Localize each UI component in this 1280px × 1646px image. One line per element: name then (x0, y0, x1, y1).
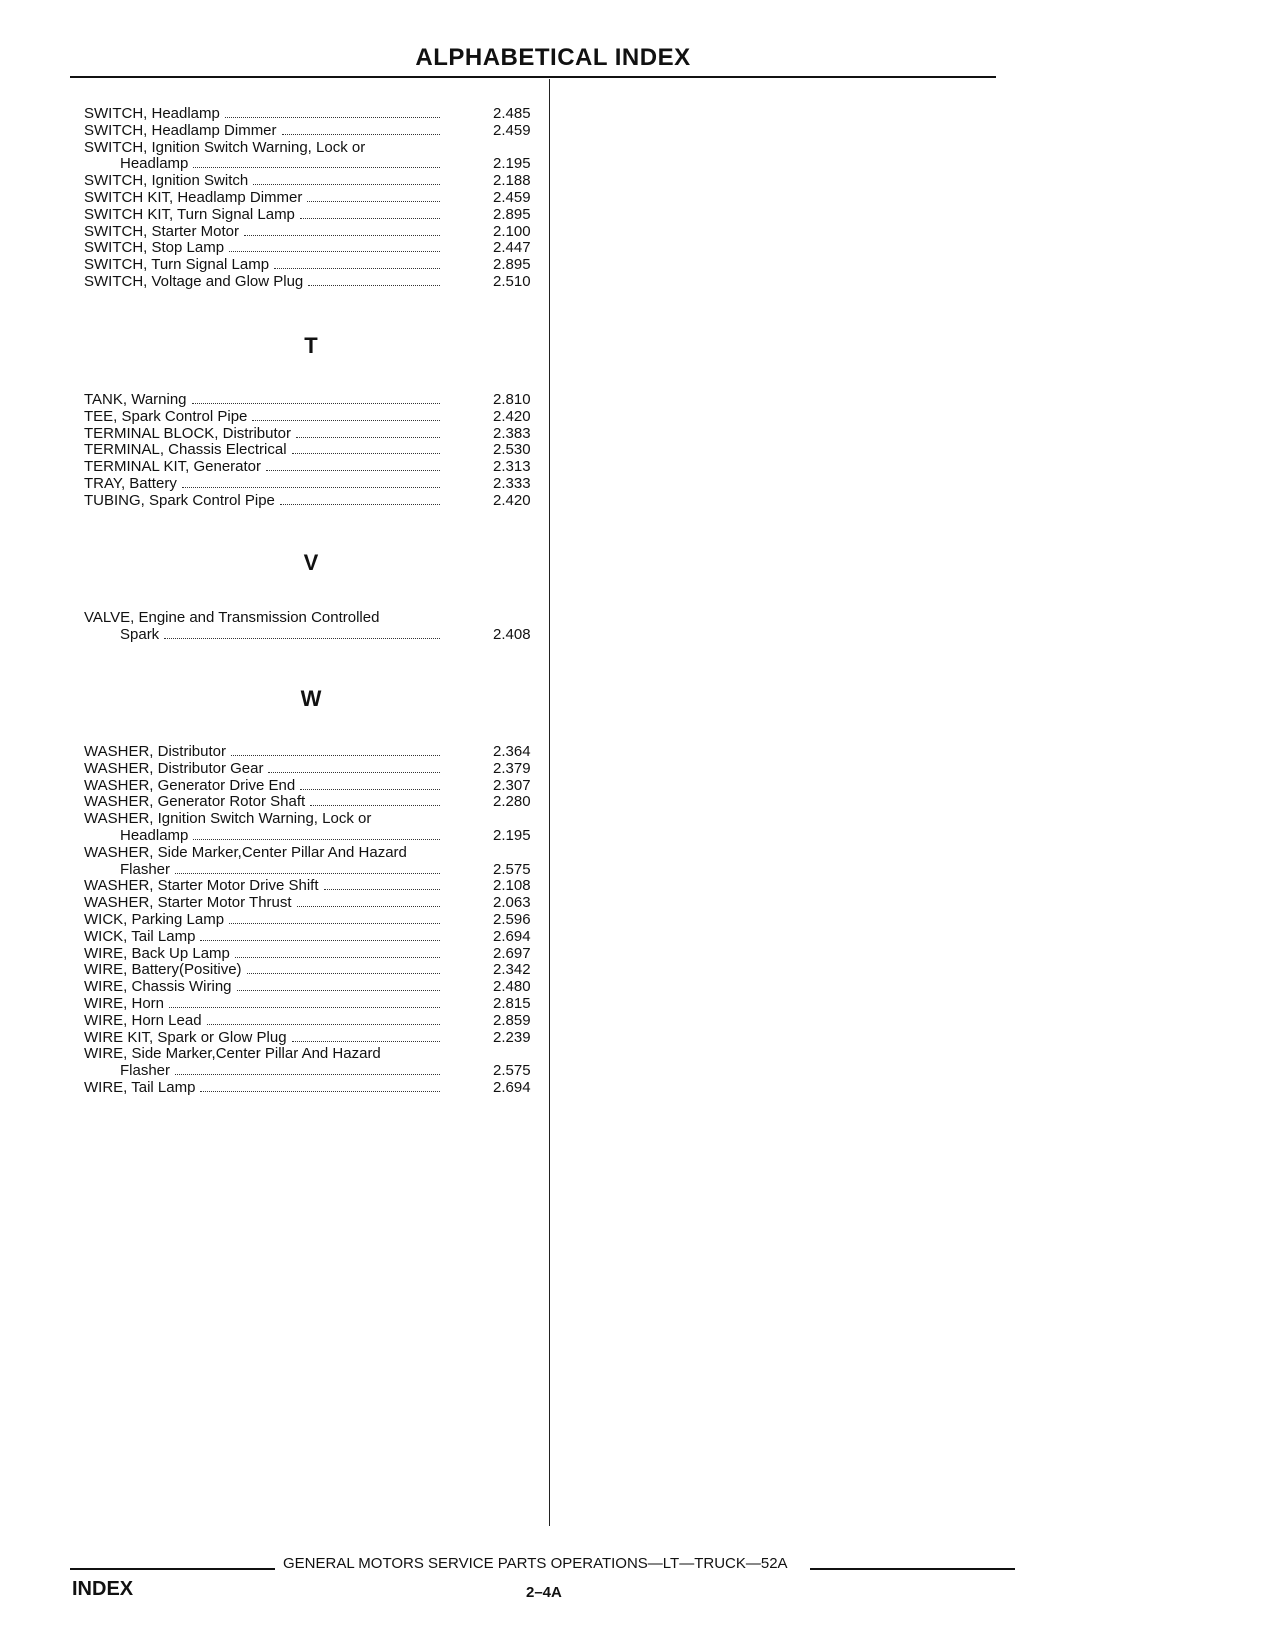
footer-rule-left (70, 1568, 275, 1570)
entry-page-ref: 2.694 (493, 927, 531, 945)
entry-page-ref: 2.575 (493, 1062, 531, 1080)
dot-leader (200, 940, 440, 941)
section-v (84, 610, 538, 644)
dot-leader (225, 117, 440, 118)
dot-leader (175, 873, 440, 874)
dot-leader (237, 990, 440, 991)
page-title: ALPHABETICAL INDEX (415, 44, 691, 71)
entry-label: TUBING, Spark Control Pipe (84, 491, 275, 509)
index-entry (84, 240, 538, 257)
entry-page-ref: 2.195 (493, 155, 531, 173)
dot-leader (292, 1041, 440, 1042)
entry-label: TERMINAL, Chassis Electrical (84, 441, 287, 459)
entry-label: VALVE, Engine and Transmission Controlled (84, 609, 380, 626)
index-entry (84, 156, 538, 173)
dot-leader (253, 184, 440, 185)
section-w (84, 744, 538, 1097)
entry-page-ref: 2.195 (493, 826, 531, 844)
entry-label: Flasher (120, 860, 171, 878)
dot-leader (244, 235, 440, 236)
index-entry (84, 1080, 538, 1097)
index-entry (84, 140, 538, 157)
entry-page-ref: 2.480 (493, 978, 531, 996)
dot-leader (282, 134, 440, 135)
entry-page-ref: 2.447 (493, 239, 531, 257)
entry-page-ref: 2.810 (493, 391, 531, 408)
index-entry (84, 996, 538, 1013)
index-entry (84, 106, 538, 123)
entry-label: WIRE, Side Marker,Center Pillar And Hazard (84, 1045, 381, 1063)
entry-page-ref: 2.342 (493, 961, 531, 979)
entry-label: Spark (120, 625, 160, 643)
dot-leader (164, 638, 440, 639)
entry-label: WIRE, Horn (84, 994, 165, 1012)
dot-leader (274, 268, 440, 269)
entry-label: SWITCH, Stop Lamp (84, 239, 225, 257)
dot-leader (310, 805, 440, 806)
entry-page-ref: 2.108 (493, 877, 531, 895)
index-entry (84, 811, 538, 828)
index-entry (84, 794, 538, 811)
index-entry (84, 778, 538, 795)
entry-label: WICK, Tail Lamp (84, 927, 196, 945)
entry-page-ref: 2.697 (493, 944, 531, 962)
section-letter-v: V (303, 550, 319, 575)
entry-label: WASHER, Distributor (84, 743, 226, 760)
dot-leader (266, 470, 440, 471)
index-entry (84, 862, 538, 879)
entry-label: SWITCH, Starter Motor (84, 222, 240, 240)
entry-page-ref: 2.596 (493, 910, 531, 928)
entry-label: WASHER, Distributor Gear (84, 759, 264, 777)
dot-leader (268, 772, 440, 773)
index-entry (84, 895, 538, 912)
dot-leader (200, 1091, 440, 1092)
index-entry (84, 1013, 538, 1030)
entry-label: WICK, Parking Lamp (84, 910, 225, 928)
entry-label: TANK, Warning (84, 391, 187, 408)
entry-label: TRAY, Battery (84, 474, 177, 492)
entry-label: TERMINAL KIT, Generator (84, 458, 261, 476)
section-letter-t: T (304, 333, 318, 358)
entry-page-ref: 2.188 (493, 172, 531, 190)
dot-leader (292, 453, 440, 454)
entry-page-ref: 2.420 (493, 491, 531, 509)
index-entry (84, 946, 538, 963)
entry-page-ref: 2.239 (493, 1028, 531, 1046)
entry-page-ref: 2.895 (493, 256, 531, 274)
entry-page-ref: 2.815 (493, 994, 531, 1012)
entry-label: SWITCH, Headlamp (84, 105, 220, 122)
index-entry (84, 828, 538, 845)
entry-label: WIRE, Horn Lead (84, 1011, 202, 1029)
index-entry (84, 627, 538, 644)
index-entry (84, 426, 538, 443)
entry-label: WASHER, Side Marker,Center Pillar And Hazard (84, 843, 407, 861)
dot-leader (300, 789, 440, 790)
index-entry (84, 476, 538, 493)
entry-label: WASHER, Starter Motor Thrust (84, 894, 292, 912)
entry-label: WIRE, Back Up Lamp (84, 944, 230, 962)
entry-page-ref: 2.307 (493, 776, 531, 794)
dot-leader (235, 957, 440, 958)
entry-page-ref: 2.485 (493, 105, 531, 122)
index-entry (84, 1063, 538, 1080)
index-entry (84, 845, 538, 862)
entry-label: SWITCH, Ignition Switch Warning, Lock or (84, 138, 366, 156)
entry-label: SWITCH, Ignition Switch (84, 172, 249, 190)
dot-leader (252, 420, 440, 421)
index-entry (84, 929, 538, 946)
entry-page-ref: 2.313 (493, 458, 531, 476)
index-entry (84, 257, 538, 274)
index-entry (84, 962, 538, 979)
entry-label: WIRE, Chassis Wiring (84, 978, 232, 996)
entry-page-ref: 2.100 (493, 222, 531, 240)
entry-page-ref: 2.333 (493, 474, 531, 492)
title-rule (70, 76, 996, 78)
dot-leader (229, 923, 440, 924)
entry-page-ref: 2.859 (493, 1011, 531, 1029)
entry-page-ref: 2.459 (493, 188, 531, 206)
dot-leader (182, 487, 440, 488)
index-entry (84, 1030, 538, 1047)
index-entry (84, 493, 538, 510)
entry-label: Headlamp (120, 155, 189, 173)
index-entry (84, 442, 538, 459)
index-entry (84, 610, 538, 627)
entry-label: WASHER, Starter Motor Drive Shift (84, 877, 319, 895)
entry-page-ref: 2.895 (493, 205, 531, 223)
footer-publication: GENERAL MOTORS SERVICE PARTS OPERATIONS—LT—TRUCK—52A (283, 1555, 788, 1572)
dot-leader (193, 167, 440, 168)
entry-label: Flasher (120, 1062, 171, 1080)
entry-page-ref: 2.694 (493, 1078, 531, 1096)
dot-leader (307, 201, 440, 202)
dot-leader (229, 251, 440, 252)
entry-label: SWITCH KIT, Turn Signal Lamp (84, 205, 295, 223)
entry-label: SWITCH KIT, Headlamp Dimmer (84, 188, 303, 206)
entry-page-ref: 2.575 (493, 860, 531, 878)
entry-label: Headlamp (120, 826, 189, 844)
entry-page-ref: 2.530 (493, 441, 531, 459)
index-entry (84, 761, 538, 778)
dot-leader (324, 889, 440, 890)
dot-leader (296, 437, 440, 438)
entry-label: SWITCH, Voltage and Glow Plug (84, 272, 304, 290)
footer-page-number: 2–4A (526, 1584, 562, 1601)
index-entry (84, 744, 538, 761)
index-entry (84, 392, 538, 409)
dot-leader (207, 1024, 440, 1025)
entry-label: WASHER, Generator Drive End (84, 776, 296, 794)
entry-label: WIRE, Battery(Positive) (84, 961, 242, 979)
entry-page-ref: 2.383 (493, 424, 531, 442)
index-entry (84, 459, 538, 476)
column-divider (549, 79, 550, 1526)
entry-label: WIRE KIT, Spark or Glow Plug (84, 1028, 287, 1046)
index-entry (84, 173, 538, 190)
index-entry (84, 878, 538, 895)
entry-label: WASHER, Generator Rotor Shaft (84, 793, 306, 811)
index-entry (84, 912, 538, 929)
footer-section-label: INDEX (72, 1578, 134, 1600)
entry-label: WASHER, Ignition Switch Warning, Lock or (84, 810, 372, 828)
index-entry (84, 123, 538, 140)
dot-leader (247, 973, 440, 974)
index-entry (84, 1046, 538, 1063)
entry-page-ref: 2.364 (493, 743, 531, 760)
entry-page-ref: 2.379 (493, 759, 531, 777)
section-s (84, 106, 538, 291)
index-entry (84, 190, 538, 207)
section-letter-w: W (300, 686, 322, 711)
entry-page-ref: 2.510 (493, 272, 531, 290)
entry-page-ref: 2.063 (493, 894, 531, 912)
dot-leader (192, 403, 440, 404)
section-t (84, 392, 538, 510)
entry-label: WIRE, Tail Lamp (84, 1078, 196, 1096)
dot-leader (169, 1007, 440, 1008)
footer-rule-right (810, 1568, 1015, 1570)
entry-label: SWITCH, Turn Signal Lamp (84, 256, 270, 274)
dot-leader (308, 285, 440, 286)
dot-leader (231, 755, 440, 756)
entry-label: TERMINAL BLOCK, Distributor (84, 424, 291, 442)
dot-leader (297, 906, 440, 907)
index-entry (84, 207, 538, 224)
dot-leader (280, 504, 440, 505)
index-entry (84, 224, 538, 241)
index-entry (84, 274, 538, 291)
dot-leader (175, 1074, 440, 1075)
entry-label: TEE, Spark Control Pipe (84, 407, 248, 425)
entry-page-ref: 2.420 (493, 407, 531, 425)
entry-label: SWITCH, Headlamp Dimmer (84, 121, 277, 139)
index-entry (84, 409, 538, 426)
entry-page-ref: 2.280 (493, 793, 531, 811)
entry-page-ref: 2.459 (493, 121, 531, 139)
dot-leader (300, 218, 440, 219)
index-entry (84, 979, 538, 996)
dot-leader (193, 839, 440, 840)
entry-page-ref: 2.408 (493, 625, 531, 643)
